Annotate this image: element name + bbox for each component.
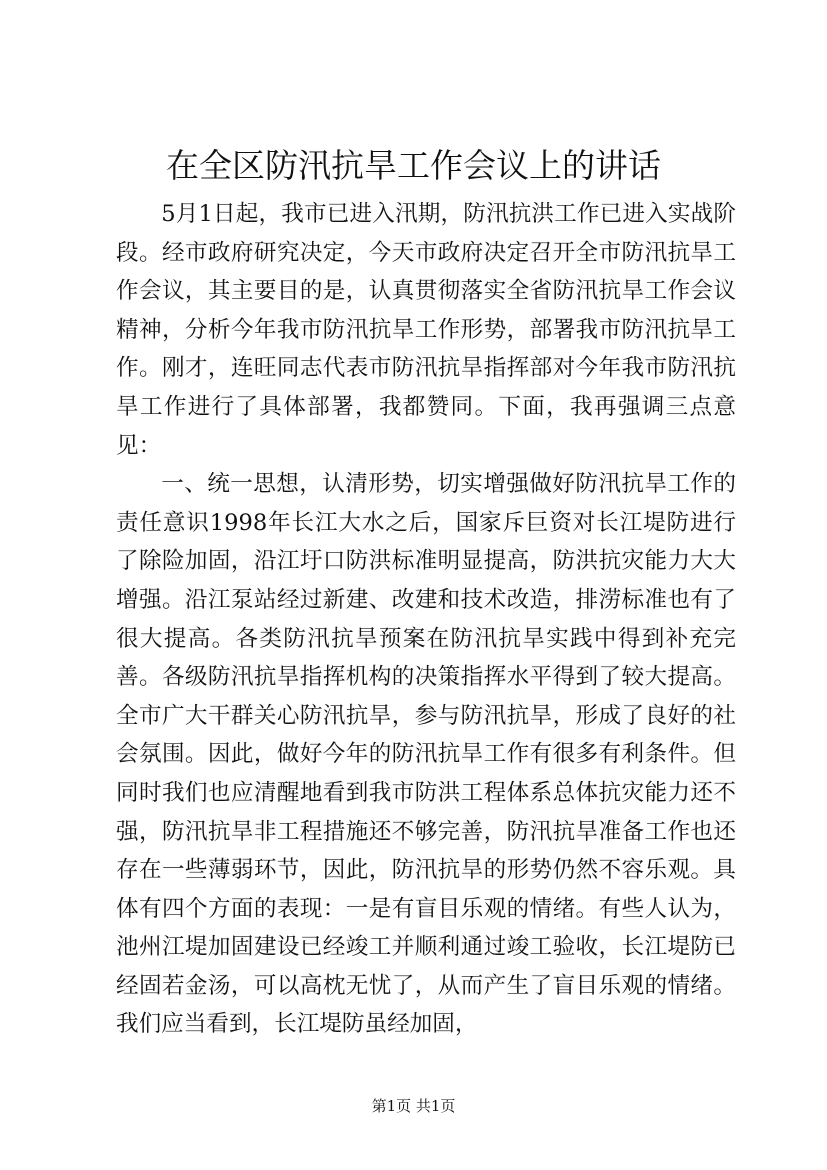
- page-footer: 第1页 共1页: [371, 1097, 456, 1115]
- document-title: 在全区防汛抗旱工作会议上的讲话: [166, 146, 661, 185]
- document-body: [116, 195, 736, 1044]
- paragraph-section-one: 一、统一思想，认清形势，切实增强做好防汛抗旱工作的责任意识1998年长江大水之后，国家斥巨资对长江堤防进行了除险加固，沿江圩口防洪标准明显提高，防洪抗灾能力大大增强。沿江泵站经过新建、改建和技术改造，排涝标准也有了很大提高。各类防汛抗旱预案在防汛抗旱实践中得到补充完善。各级防汛抗旱指挥机构的决策指挥水平得到了较大提高。全市广大干群关心防汛抗旱，参与防汛抗旱，形成了良好的社会氛围。因此，做好今年的防汛抗旱工作有很多有利条件。但同时我们也应清醒地看到我市防洪工程体系总体抗灾能力还不强，防汛抗旱非工程措施还不够完善，防汛抗旱准备工作也还存在一些薄弱环节，因此，防汛抗旱的形势仍然不容乐观。具体有四个方面的表现：一是有盲目乐观的情绪。有些人认为，池州江堤加固建设已经竣工并顺利通过竣工验收，长江堤防已经固若金汤，可以高枕无忧了，从而产生了盲目乐观的情绪。我们应当看到，长江堤防虽经加固，: [116, 471, 736, 1038]
- paragraph-intro: 5月1日起，我市已进入汛期，防汛抗洪工作已进入实战阶段。经市政府研究决定，今天市政府决定召开全市防汛抗旱工作会议，其主要目的是，认真贯彻落实全省防汛抗旱工作会议精神，分析今年我市防汛抗旱工作形势，部署我市防汛抗旱工作。刚才，连旺同志代表市防汛抗旱指挥部对今年我市防汛抗旱工作进行了具体部署，我都赞同。下面，我再强调三点意见：: [116, 201, 736, 459]
